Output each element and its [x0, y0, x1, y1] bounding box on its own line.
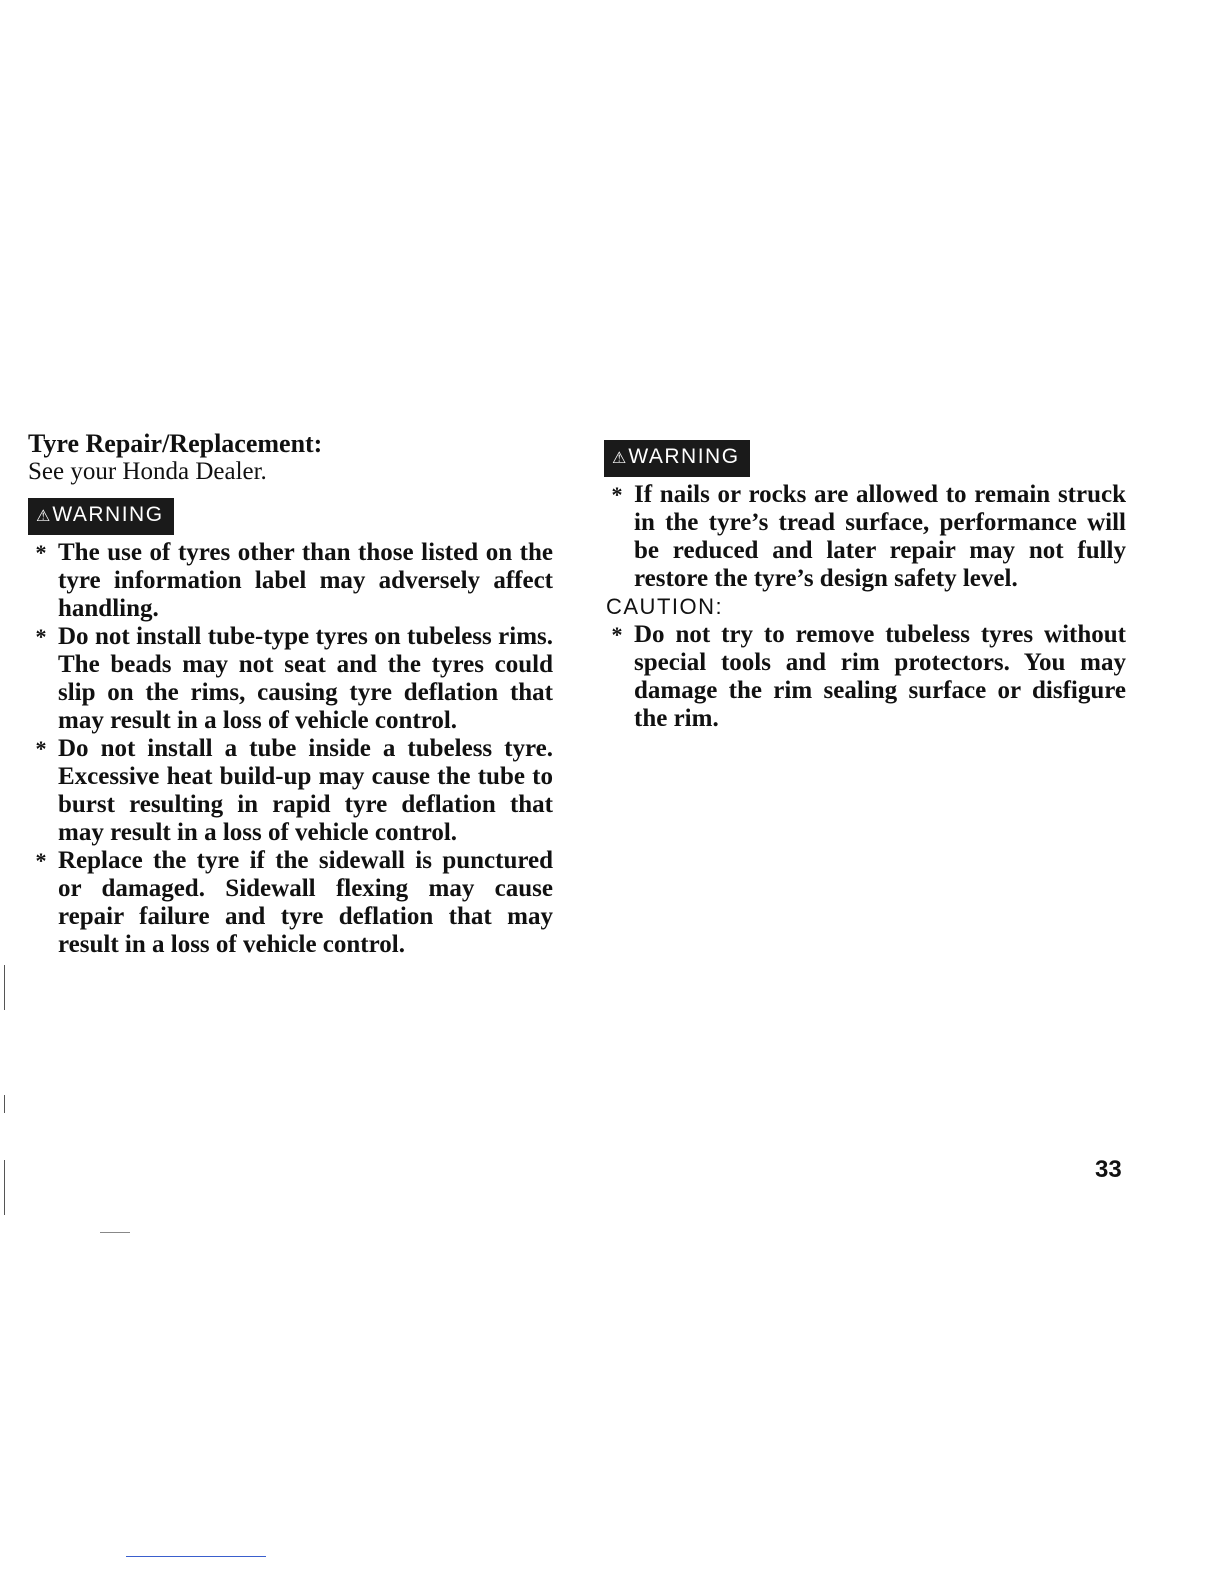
- list-item-text: If nails or rocks are allowed to remain struck in the tyre’s tread surface, performance will be reduced and later repair may not fully restore the tyre’s design safety level.: [634, 481, 1126, 592]
- footer-rule: [126, 1556, 266, 1557]
- bullet-star-icon: *: [35, 736, 47, 761]
- warning-label: WARNING: [628, 445, 740, 468]
- bullet-star-icon: *: [35, 624, 47, 649]
- scan-mark: [4, 965, 5, 1010]
- left-column: [28, 430, 553, 959]
- list-item-text: The use of tyres other than those listed on the tyre information label may adversely affect handling.: [58, 539, 553, 622]
- warning-list: [604, 481, 1126, 593]
- caution-list: [604, 621, 1126, 733]
- scan-mark: [4, 1095, 5, 1113]
- list-item: [28, 539, 553, 623]
- bullet-star-icon: *: [35, 540, 47, 565]
- section-heading: Tyre Repair/Replacement:: [28, 429, 323, 458]
- bullet-star-icon: *: [611, 622, 623, 647]
- list-item-text: Do not try to remove tubeless tyres without special tools and rim protectors. You may damage the rim sealing surface or disfigure the rim.: [634, 621, 1126, 732]
- bullet-star-icon: *: [35, 848, 47, 873]
- list-item: [604, 481, 1126, 593]
- warning-triangle-icon: ⚠: [612, 450, 627, 467]
- list-item-text: Do not install tube-type tyres on tubeless rims. The beads may not seat and the tyres could slip on the rims, causing tyre deflation that may result in a loss of vehicle control.: [58, 623, 553, 734]
- right-column: [604, 440, 1126, 733]
- warning-label: WARNING: [52, 503, 164, 526]
- list-item: [28, 847, 553, 959]
- list-item: [604, 621, 1126, 733]
- page-number: 33: [1095, 1156, 1122, 1183]
- bullet-star-icon: *: [611, 482, 623, 507]
- caution-label: CAUTION:: [606, 594, 724, 619]
- warning-list: [28, 539, 553, 959]
- scan-mark: [4, 1160, 5, 1215]
- scan-mark: [100, 1232, 130, 1233]
- warning-badge: [604, 440, 750, 477]
- list-item: [28, 623, 553, 735]
- warning-badge: [28, 498, 174, 535]
- dealer-note: See your Honda Dealer.: [28, 458, 267, 485]
- list-item-text: Do not install a tube inside a tubeless tyre. Excessive heat build-up may cause the tube to burst resulting in rapid tyre deflation that may result in a loss of vehicle control.: [58, 735, 553, 846]
- list-item: [28, 735, 553, 847]
- list-item-text: Replace the tyre if the sidewall is punctured or damaged. Sidewall flexing may cause repair failure and tyre deflation that may result in a loss of vehicle control.: [58, 847, 553, 958]
- warning-triangle-icon: ⚠: [36, 508, 51, 525]
